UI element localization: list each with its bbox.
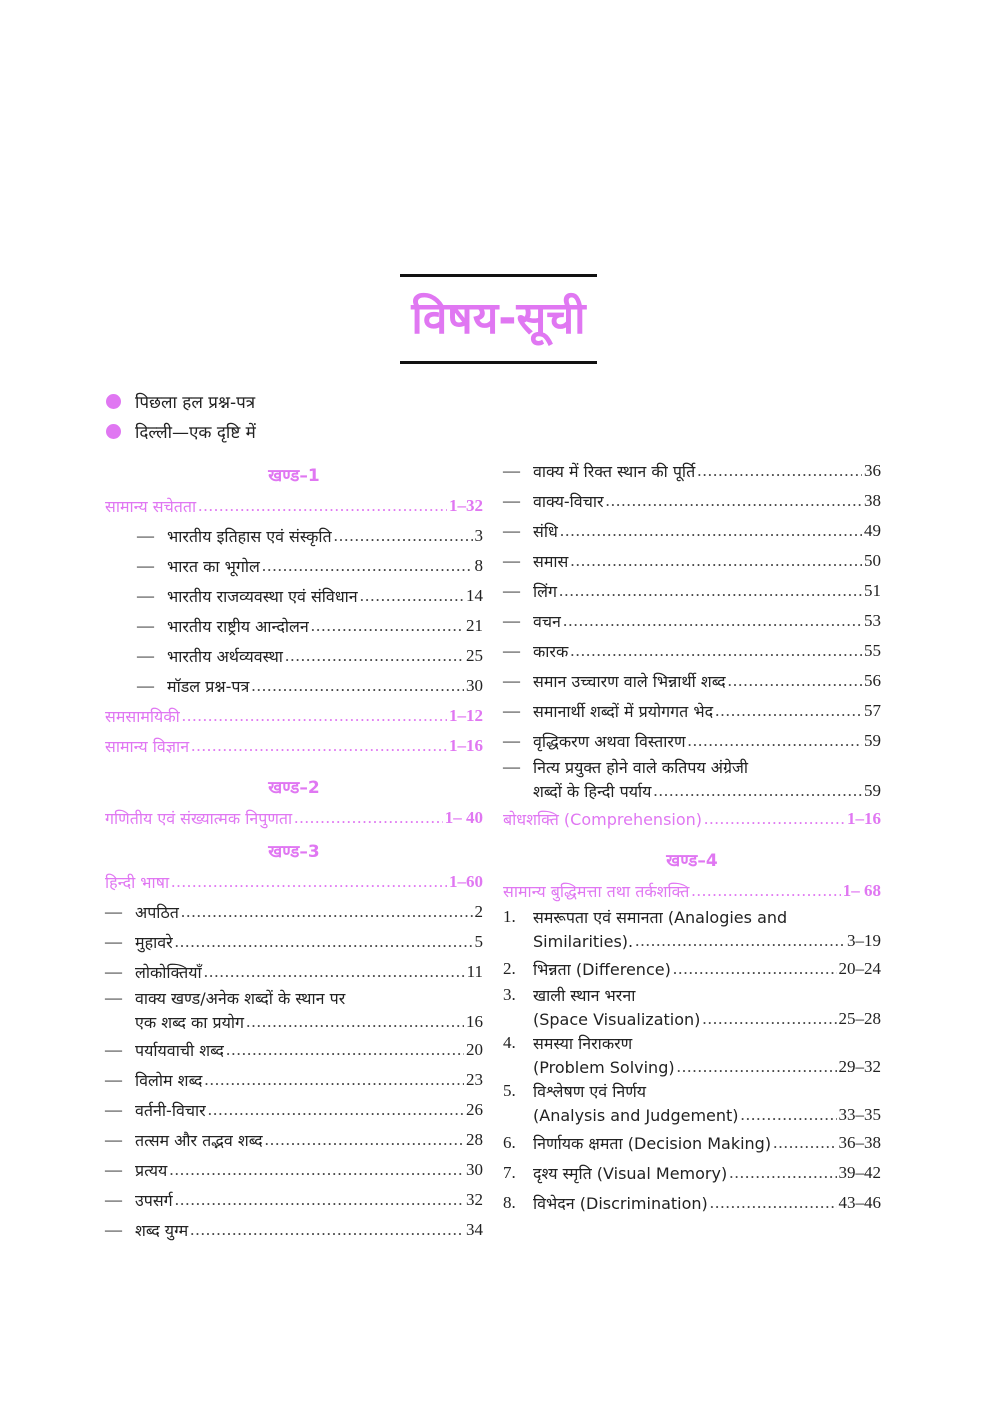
entry-title-continued: शब्दों के हिन्दी पर्याय (533, 782, 652, 801)
toc-entry[interactable] (105, 803, 483, 833)
entry-title: तत्सम और तद्भव शब्द (135, 1131, 263, 1150)
bullet-dot-icon (106, 394, 121, 409)
dot-leader (311, 616, 464, 636)
entry-page: 55 (864, 641, 881, 660)
entry-page: 30 (466, 676, 483, 695)
toc-entry-continuation[interactable] (503, 928, 881, 954)
toc-entry[interactable] (105, 1095, 483, 1125)
dash-marker: — (105, 962, 122, 981)
entry-title: निर्णायक क्षमता (Decision Making) (533, 1134, 772, 1153)
entry-page: 50 (864, 551, 881, 570)
entry-title: वर्तनी-विचार (135, 1101, 206, 1120)
entry-title: भारत का भूगोल (167, 557, 260, 576)
entry-page: 43–46 (838, 1193, 881, 1212)
section-heading-label: खण्ड–4 (666, 850, 718, 871)
entry-title: वचन (533, 612, 561, 631)
toc-entry[interactable] (503, 1032, 881, 1054)
toc-entry-continuation[interactable] (503, 778, 881, 804)
dot-leader (265, 1130, 464, 1150)
entry-title: समान उच्चारण वाले भिन्नार्थी शब्द (533, 672, 726, 691)
dot-leader (677, 1057, 837, 1077)
entry-page: 1–12 (449, 706, 483, 725)
entry-title-continued: (Problem Solving) (533, 1057, 675, 1077)
dot-leader (285, 646, 464, 666)
dot-leader (710, 1193, 837, 1213)
dot-leader (175, 1190, 464, 1210)
dash-marker: — (137, 586, 154, 605)
entry-title: लिंग (533, 582, 558, 601)
section-heading-label: खण्ड–1 (268, 465, 320, 486)
entry-page: 1– 68 (842, 881, 881, 900)
toc-entry-continuation[interactable] (105, 1009, 483, 1035)
dash-marker: — (503, 731, 520, 750)
toc-entry[interactable] (503, 516, 881, 546)
toc-entry[interactable] (503, 756, 881, 778)
toc-entry[interactable] (503, 954, 881, 984)
entry-page: 1–16 (847, 809, 881, 828)
toc-entry[interactable] (503, 876, 881, 906)
entry-page: 1–32 (449, 496, 483, 515)
entry-title: वाक्य में रिक्त स्थान की पूर्ति (533, 462, 696, 481)
entry-number: 8. (503, 1193, 516, 1212)
entry-page: 3–19 (847, 931, 881, 950)
entry-title: समसामयिकी (105, 707, 180, 726)
entry-title: बोधशक्ति (Comprehension) (503, 810, 703, 829)
dash-marker: — (105, 1100, 122, 1119)
bullet-item[interactable] (106, 386, 256, 416)
toc-entry[interactable] (105, 1065, 483, 1095)
dash-marker: — (503, 757, 520, 776)
toc-entry[interactable] (503, 456, 881, 486)
toc-entry[interactable] (503, 666, 881, 696)
bullet-dot-icon (106, 424, 121, 439)
entry-title: संधि (533, 522, 558, 541)
entry-page: 20 (466, 1040, 483, 1059)
entry-page: 33–35 (838, 1105, 881, 1124)
bullet-list (106, 386, 256, 446)
dot-leader (606, 491, 862, 511)
dash-marker: — (105, 1190, 122, 1209)
entry-title-continued: एक शब्द का प्रयोग (135, 1013, 245, 1032)
dot-leader (191, 736, 447, 756)
entry-page: 38 (864, 491, 881, 510)
entry-title: पर्यायवाची शब्द (135, 1041, 224, 1060)
dash-marker: — (503, 641, 520, 660)
dot-leader (251, 676, 464, 696)
dash-marker: — (105, 932, 122, 951)
entry-page: 36 (864, 461, 881, 480)
dot-leader (688, 731, 862, 751)
toc-entry[interactable] (105, 1155, 483, 1185)
toc-right-column (503, 456, 881, 1218)
dash-marker: — (503, 491, 520, 510)
toc-entry[interactable] (105, 521, 483, 551)
toc-entry[interactable] (503, 804, 881, 834)
dash-marker: — (503, 701, 520, 720)
entry-title-continued: (Analysis and Judgement) (533, 1105, 739, 1125)
entry-title-continued: Similarities). (533, 931, 634, 951)
entry-page: 16 (466, 1012, 483, 1031)
entry-title: समानार्थी शब्दों में प्रयोगगत भेद (533, 702, 714, 721)
toc-entry[interactable] (503, 1188, 881, 1218)
dash-marker: — (503, 461, 520, 480)
entry-title: विलोम शब्द (135, 1071, 203, 1090)
entry-title: दृश्य स्मृति (Visual Memory) (533, 1164, 728, 1183)
dash-marker: — (503, 671, 520, 690)
entry-page: 34 (466, 1220, 483, 1239)
toc-title-box (400, 274, 597, 364)
entry-page: 3 (474, 526, 483, 545)
entry-title: गणितीय एवं संख्यात्मक निपुणता (105, 809, 293, 828)
bullet-label: दिल्ली—एक दृष्टि में (135, 422, 256, 443)
entry-title: वृद्धिकरण अथवा विस्तारण (533, 732, 686, 751)
dot-leader (635, 931, 845, 951)
toc-entry[interactable] (105, 611, 483, 641)
dot-leader (190, 1220, 464, 1240)
entry-title: वाक्य खण्ड/अनेक शब्दों के स्थान पर (135, 989, 346, 1008)
entry-title: हिन्दी भाषा (105, 873, 170, 892)
entry-title: भारतीय अर्थव्यवस्था (167, 647, 283, 666)
dot-leader (715, 701, 862, 721)
dash-marker: — (105, 902, 122, 921)
entry-page: 32 (466, 1190, 483, 1209)
entry-title: कारक (533, 642, 569, 661)
toc-entry-continuation[interactable] (503, 1102, 881, 1128)
dash-marker: — (137, 616, 154, 635)
entry-page: 5 (474, 932, 483, 951)
entry-page: 26 (466, 1100, 483, 1119)
entry-title: सामान्य सचेतता (105, 497, 197, 516)
dot-leader (741, 1105, 837, 1125)
entry-page: 29–32 (838, 1057, 881, 1076)
entry-number: 3. (503, 985, 516, 1004)
toc-entry[interactable] (105, 987, 483, 1009)
entry-title: समस्या निराकरण (533, 1034, 633, 1053)
entry-page: 59 (864, 731, 881, 750)
toc-entry[interactable] (105, 957, 483, 987)
entry-page: 21 (466, 616, 483, 635)
toc-entry-continuation[interactable] (503, 1054, 881, 1080)
toc-entry[interactable] (105, 1035, 483, 1065)
dash-marker: — (137, 556, 154, 575)
dot-leader (226, 1040, 464, 1060)
dash-marker: — (105, 1160, 122, 1179)
entry-page: 57 (864, 701, 881, 720)
entry-number: 2. (503, 959, 516, 978)
entry-title: अपठित (135, 903, 179, 922)
dash-marker: — (105, 1220, 122, 1239)
dot-leader (169, 1160, 464, 1180)
entry-page: 14 (466, 586, 483, 605)
entry-title: उपसर्ग (135, 1191, 173, 1210)
toc-entry[interactable] (105, 897, 483, 927)
entry-title: मुहावरे (135, 933, 173, 952)
dot-leader (360, 586, 464, 606)
entry-title: खाली स्थान भरना (533, 986, 636, 1005)
entry-page: 25 (466, 646, 483, 665)
entry-title: समास (533, 552, 569, 571)
entry-page: 30 (466, 1160, 483, 1179)
dot-leader (246, 1012, 464, 1032)
dot-leader (204, 962, 465, 982)
section-heading-label: खण्ड–2 (268, 777, 320, 798)
entry-title: नित्य प्रयुक्त होने वाले कतिपय अंग्रेजी (533, 758, 749, 777)
dot-leader (560, 521, 862, 541)
entry-number: 4. (503, 1033, 516, 1052)
entry-number: 7. (503, 1163, 516, 1182)
entry-number: 1. (503, 907, 516, 926)
toc-entry[interactable] (503, 1128, 881, 1158)
dash-marker: — (503, 611, 520, 630)
dot-leader (729, 1163, 836, 1183)
entry-page: 53 (864, 611, 881, 630)
toc-entry[interactable] (105, 1125, 483, 1155)
dash-marker: — (137, 676, 154, 695)
bullet-item[interactable] (106, 416, 256, 446)
entry-title: सामान्य बुद्धिमत्ता तथा तर्कशक्ति (503, 882, 690, 901)
dash-marker: — (137, 526, 154, 545)
entry-page: 56 (864, 671, 881, 690)
dot-leader (182, 706, 447, 726)
entry-title: भिन्नता (Difference) (533, 960, 671, 979)
entry-page: 1–60 (449, 872, 483, 891)
entry-title: शब्द युग्म (135, 1221, 189, 1240)
toc-entry[interactable] (503, 906, 881, 928)
toc-entry[interactable] (503, 984, 881, 1006)
dash-marker: — (503, 551, 520, 570)
dot-leader (563, 611, 862, 631)
entry-page: 36–38 (838, 1133, 881, 1152)
dot-leader (653, 781, 862, 801)
entry-number: 6. (503, 1133, 516, 1152)
entry-page: 1–16 (449, 736, 483, 755)
page-title: विषय-सूची (411, 293, 586, 344)
section-heading (503, 842, 881, 876)
toc-entry[interactable] (105, 641, 483, 671)
entry-title: प्रत्यय (135, 1161, 168, 1180)
entry-title: भारतीय राजव्यवस्था एवं संविधान (167, 587, 358, 606)
entry-title: लोकोक्तियाँ (135, 963, 202, 982)
toc-entry[interactable] (503, 726, 881, 756)
toc-entry[interactable] (105, 701, 483, 731)
entry-page: 23 (466, 1070, 483, 1089)
toc-entry[interactable] (105, 867, 483, 897)
entry-title: विश्लेषण एवं निर्णय (533, 1082, 647, 1101)
dot-leader (171, 872, 447, 892)
dot-leader (175, 932, 473, 952)
entry-number: 5. (503, 1081, 516, 1100)
dot-leader (697, 461, 862, 481)
dot-leader (262, 556, 473, 576)
dash-marker: — (503, 521, 520, 540)
toc-entry[interactable] (105, 1215, 483, 1245)
dot-leader (334, 526, 473, 546)
entry-title: वाक्य-विचार (533, 492, 604, 511)
toc-entry[interactable] (105, 671, 483, 701)
entry-page: 59 (864, 781, 881, 800)
entry-page: 1– 40 (444, 808, 483, 827)
dot-leader (198, 496, 447, 516)
entry-title: भारतीय राष्ट्रीय आन्दोलन (167, 617, 309, 636)
toc-entry[interactable] (503, 486, 881, 516)
toc-entry[interactable] (105, 491, 483, 521)
dot-leader (559, 581, 862, 601)
entry-page: 28 (466, 1130, 483, 1149)
dash-marker: — (105, 1070, 122, 1089)
dot-leader (673, 959, 837, 979)
dot-leader (570, 551, 862, 571)
dot-leader (181, 902, 473, 922)
toc-entry[interactable] (105, 731, 483, 761)
entry-page: 8 (474, 556, 483, 575)
toc-entry[interactable] (105, 1185, 483, 1215)
dot-leader (691, 881, 840, 901)
bullet-label: पिछला हल प्रश्न-पत्र (135, 392, 256, 413)
entry-page: 39–42 (838, 1163, 881, 1182)
toc-entry[interactable] (503, 696, 881, 726)
toc-entry[interactable] (503, 546, 881, 576)
entry-page: 2 (474, 902, 483, 921)
toc-entry[interactable] (503, 636, 881, 666)
entry-page: 11 (466, 962, 483, 981)
entry-title: विभेदन (Discrimination) (533, 1194, 708, 1213)
toc-entry[interactable] (503, 576, 881, 606)
toc-entry[interactable] (105, 581, 483, 611)
dash-marker: — (503, 581, 520, 600)
toc-left-column (105, 457, 483, 1245)
toc-entry[interactable] (503, 1158, 881, 1188)
dash-marker: — (137, 646, 154, 665)
toc-entry-continuation[interactable] (503, 1006, 881, 1032)
dot-leader (570, 641, 862, 661)
dot-leader (702, 1009, 836, 1029)
dot-leader (773, 1133, 836, 1153)
toc-entry[interactable] (503, 1080, 881, 1102)
entry-page: 20–24 (838, 959, 881, 978)
dash-marker: — (105, 1130, 122, 1149)
entry-title: मॉडल प्रश्न-पत्र (167, 677, 250, 696)
toc-entry[interactable] (105, 927, 483, 957)
entry-title: सामान्य विज्ञान (105, 737, 190, 756)
dot-leader (208, 1100, 464, 1120)
entry-page: 49 (864, 521, 881, 540)
dot-leader (728, 671, 862, 691)
toc-entry[interactable] (503, 606, 881, 636)
dot-leader (704, 809, 845, 829)
entry-title-continued: (Space Visualization) (533, 1009, 701, 1029)
section-heading (105, 833, 483, 867)
dash-marker: — (105, 988, 122, 1007)
dot-leader (294, 808, 443, 828)
section-heading (105, 769, 483, 803)
dash-marker: — (105, 1040, 122, 1059)
toc-entry[interactable] (105, 551, 483, 581)
section-heading-label: खण्ड–3 (268, 841, 320, 862)
entry-page: 51 (864, 581, 881, 600)
section-heading (105, 457, 483, 491)
dot-leader (204, 1070, 464, 1090)
entry-title: भारतीय इतिहास एवं संस्कृति (167, 527, 332, 546)
entry-title: समरूपता एवं समानता (Analogies and (533, 908, 788, 927)
entry-page: 25–28 (838, 1009, 881, 1028)
